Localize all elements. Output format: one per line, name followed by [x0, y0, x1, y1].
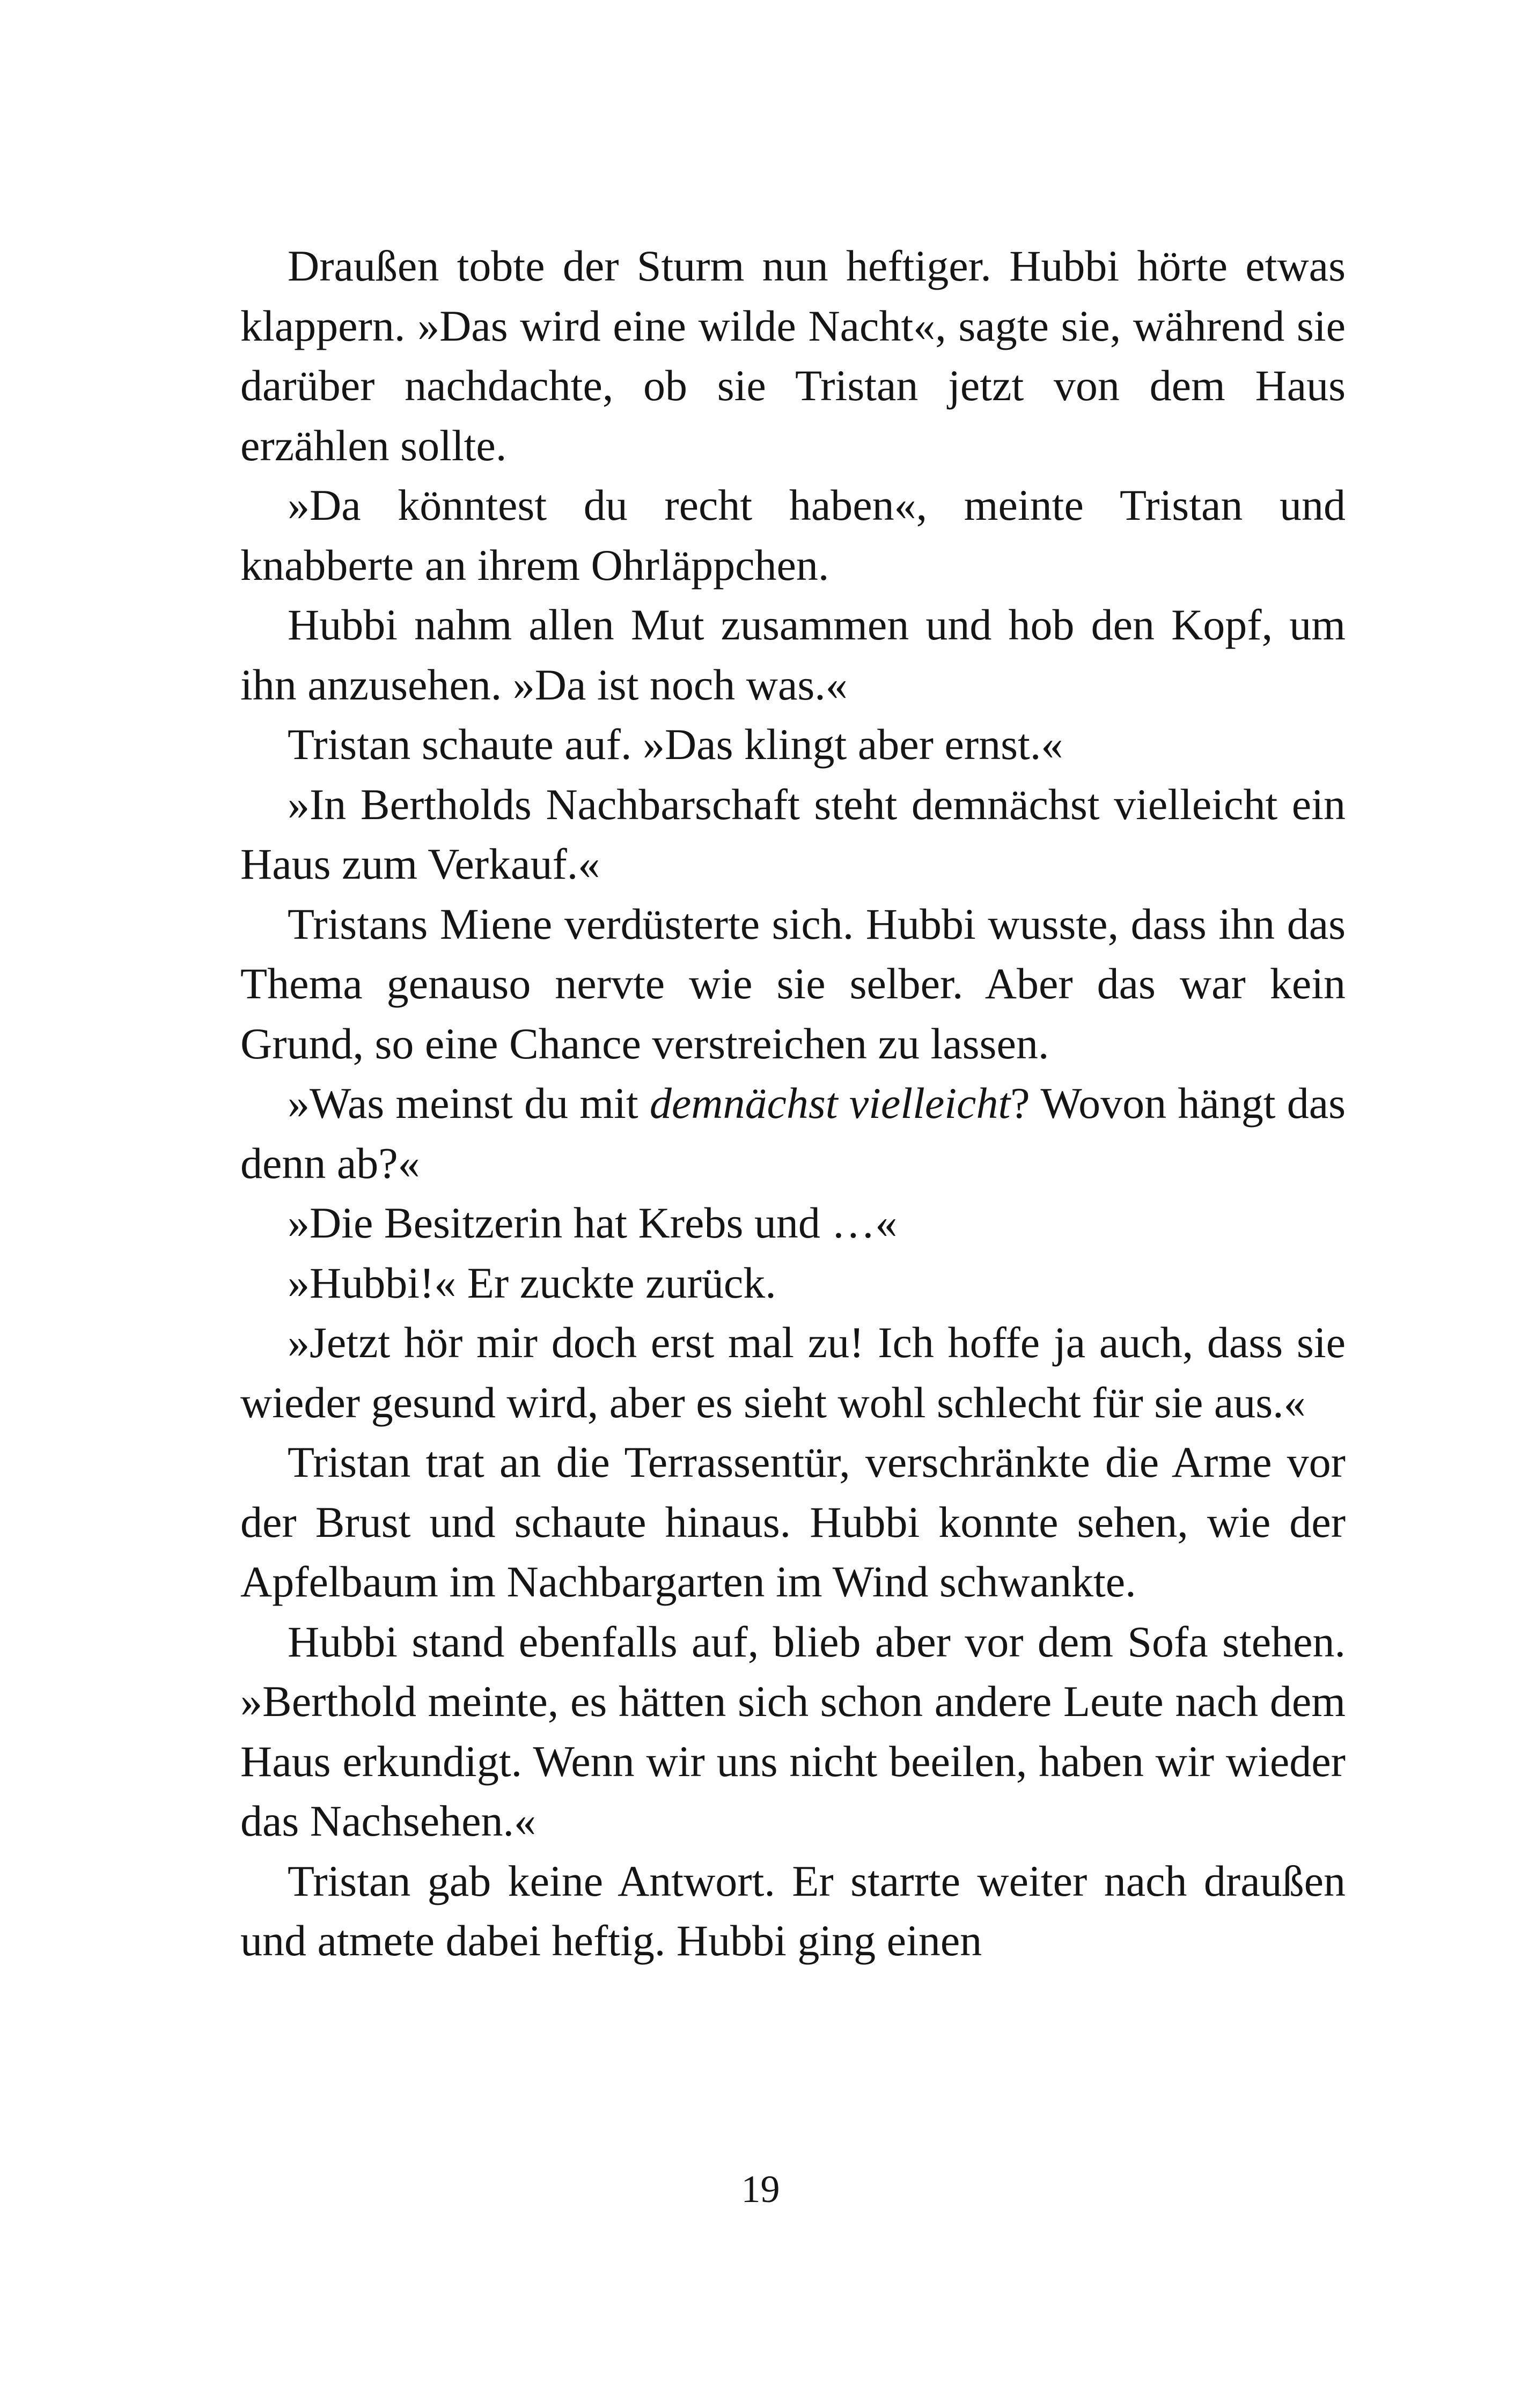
paragraph	[240, 1073, 1346, 1193]
paragraph: Hubbi stand ebenfalls auf, blieb aber vor dem Sofa stehen. »Berthold meinte, es hätten sich schon andere Leute nach dem Haus erkundigt. Wenn wir uns nicht beeilen, haben wir wieder das Nachsehen.«	[240, 1617, 1346, 1845]
paragraph: Tristan gab keine Antwort. Er starrte weiter nach draußen und atmete dabei heftig. Hubbi ging einen	[240, 1856, 1346, 1965]
paragraph-text: ? Wovon hängt das denn ab?«	[240, 1079, 1346, 1188]
paragraph: »Jetzt hör mir doch erst mal zu! Ich hoffe ja auch, dass sie wieder gesund wird, aber es sieht wohl schlecht für sie aus.«	[240, 1318, 1346, 1427]
paragraph: Draußen tobte der Sturm nun heftiger. Hubbi hörte etwas klappern. »Das wird eine wilde Nacht«, sagte sie, während sie darüber nachdachte, ob sie Tristan jetzt von dem Haus erzählen sollte.	[240, 241, 1346, 470]
paragraph: Tristan trat an die Terrassentür, verschränkte die Arme vor der Brust und schaute hinaus. Hubbi konnte sehen, wie der Apfelbaum im Nachbargarten im Wind schwankte.	[240, 1438, 1346, 1606]
emphasized-text: demnächst vielleicht	[649, 1079, 1011, 1128]
paragraph: »Hubbi!« Er zuckte zurück.	[288, 1258, 776, 1307]
body-text	[240, 236, 1346, 1971]
paragraph: Tristans Miene verdüsterte sich. Hubbi wusste, dass ihn das Thema genauso nervte wie sie selber. Aber das war kein Grund, so eine Chance verstreichen zu lassen.	[240, 899, 1346, 1068]
paragraph: Tristan schaute auf. »Das klingt aber ernst.«	[288, 720, 1063, 769]
paragraph: »Da könntest du recht haben«, meinte Tristan und knabberte an ihrem Ohrläppchen.	[240, 481, 1346, 590]
paragraph-text: »Was meinst du mit	[288, 1079, 650, 1128]
paragraph: »Die Besitzerin hat Krebs und …«	[288, 1198, 898, 1247]
paragraph: Hubbi nahm allen Mut zusammen und hob den Kopf, um ihn anzusehen. »Da ist noch was.«	[240, 600, 1346, 709]
page-number: 19	[741, 2168, 780, 2211]
paragraph: »In Bertholds Nachbarschaft steht demnächst vielleicht ein Haus zum Verkauf.«	[240, 779, 1346, 888]
